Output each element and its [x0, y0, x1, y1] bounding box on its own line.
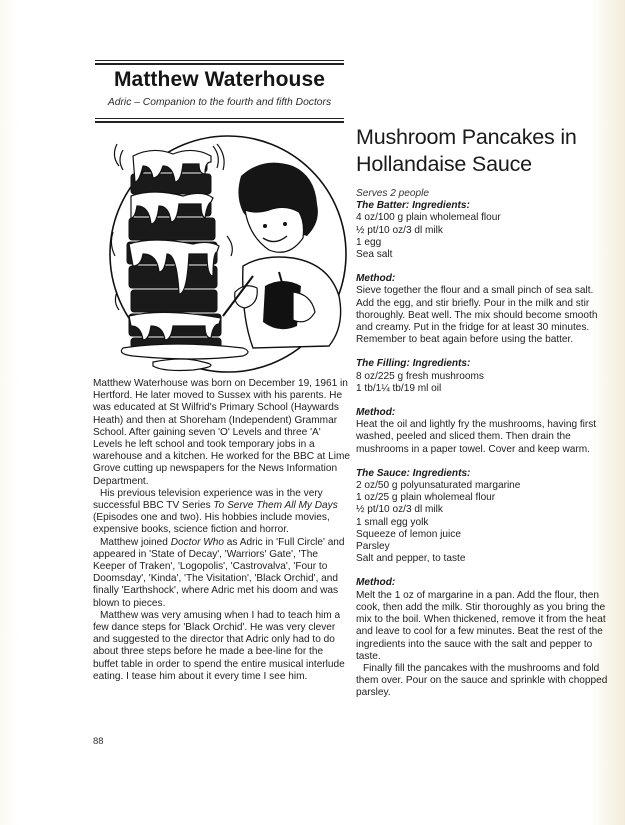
filling-ingredients-list [356, 371, 611, 395]
sauce-ingredients-list [356, 480, 611, 565]
ingredient-item: Parsley [356, 541, 390, 553]
sauce-method [356, 590, 611, 700]
ingredient-item: 2 oz/50 g polyunsaturated margarine [356, 480, 521, 492]
pancake-boy-drawing [93, 126, 355, 378]
bio-paragraph-4 [93, 610, 350, 683]
boy-figure [223, 163, 341, 348]
ingredient-item: Sea salt [356, 249, 393, 261]
bio-text-run: Matthew was very amusing when I had to teach him a few dance steps for 'Black Orchid'. He was very clever and suggested to the director that Adric only had to do about three steps before he made a bee-line for the buffet table in order to spend the entire musical interlude eating. I tease him about it every time I see him. [93, 609, 345, 682]
bio-text-run: His previous television experience was in the very successful BBC TV Series [93, 487, 323, 512]
sauce-method-heading: Method: [356, 577, 396, 589]
bio-text-run: Matthew joined [100, 536, 171, 548]
ingredient-item: 1 egg [356, 236, 382, 248]
ingredient-item: ½ pt/10 oz/3 dl milk [356, 504, 443, 516]
batter-ingredients-list [356, 212, 611, 261]
person-name-heading: Matthew Waterhouse [113, 68, 326, 91]
recipe-title-line-2: Hollandaise Sauce [356, 152, 532, 176]
cartoon-illustration [93, 126, 355, 378]
tv-series-title: To Serve Them All My Days [213, 500, 338, 512]
page-number: 88 [93, 736, 104, 747]
recipe-title-line-1: Mushroom Pancakes in [356, 125, 577, 149]
recipe-column [356, 124, 611, 700]
ingredient-item: 1 tb/1¼ tb/19 ml oil [356, 382, 442, 394]
bio-text-run: (Episodes one and two). His hobbies include movies, expensive books, science fiction and horror. [93, 512, 330, 536]
bio-text-run: as Adric in 'Full Circle' and appeared in 'State of Decay', 'Warriors' Gate', 'The Keeper of Traken', 'Logopolis', 'Castrovalva', 'Four to Doomsday', 'Kinda', 'The Visitation', 'Black Orchid', and finally 'Earthshock', where Adric met his doom and was blown to pieces. [93, 536, 345, 609]
header-bottom-rule [95, 118, 344, 123]
batter-method [356, 285, 611, 346]
method-paragraph: Heat the oil and lightly fry the mushrooms, having first washed, peeled and sliced them. Then drain the mushrooms in a paper towel. Cover and keep warm. [356, 419, 597, 455]
show-title: Doctor Who [170, 536, 224, 548]
batter-method-heading: Method: [356, 273, 396, 285]
sauce-ingredients-heading: The Sauce: Ingredients: [356, 467, 471, 479]
biography-text [93, 378, 350, 683]
ingredient-item: Salt and pepper, to taste [356, 553, 466, 565]
servings-note: Serves 2 people [356, 188, 429, 199]
recipe-title [356, 124, 611, 178]
bio-paragraph-1 [93, 378, 350, 488]
ingredient-item: 1 small egg yolk [356, 516, 429, 528]
ingredient-item: 8 oz/225 g fresh mushrooms [356, 370, 484, 382]
header-top-rule [95, 60, 344, 65]
method-paragraph: Melt the 1 oz of margarine in a pan. Add the flour, then cook, then add the milk. Stir thoroughly as you bring the mix to the boil. When thickened, remove it from the heat and leave to cool for a few minutes. Beat the rest of the ingredients into the sauce with the salt and pepper to taste. [356, 589, 606, 662]
bio-paragraph-3 [93, 537, 350, 610]
filling-ingredients-heading: The Filling: Ingredients: [356, 358, 471, 370]
ingredient-item: Squeeze of lemon juice [356, 528, 461, 540]
bio-text-run: Matthew Waterhouse was born on December 19, 1961 in Hertford. He later moved to Sussex with his parents. He was educated at St Wilfrid's Primary School (Haywards Heath) and then at Shoreham (Independent) Grammar School. After gaining seven 'O' Levels and three 'A' Levels he left school and took temporary jobs in a warehouse and a kitchen. He worked for the BBC at Lime Grove cutting up newspapers for the News Information Department. [93, 378, 350, 487]
filling-method [356, 419, 611, 456]
method-paragraph: Finally fill the pancakes with the mushrooms and fold them over. Pour on the sauce and sprinkle with chopped parsley. [356, 662, 608, 699]
batter-ingredients-heading: The Batter: Ingredients: [356, 200, 470, 212]
method-paragraph: Sieve together the flour and a small pinch of sea salt. Add the egg, and stir briefly. Pour in the milk and stir thoroughly. Beat well. The mix should become smooth and creamy. Put in the fridge for at least 30 minutes. Remember to beat again before using the batter. [356, 285, 598, 346]
ingredient-item: 1 oz/25 g plain wholemeal flour [356, 492, 496, 504]
ingredient-item: ½ pt/10 oz/3 dl milk [356, 224, 443, 236]
filling-method-heading: Method: [356, 407, 396, 419]
ingredient-item: 4 oz/100 g plain wholemeal flour [356, 212, 501, 224]
bio-paragraph-2 [93, 488, 350, 537]
person-subtitle: Adric – Companion to the fourth and fifth Doctors [107, 97, 332, 108]
